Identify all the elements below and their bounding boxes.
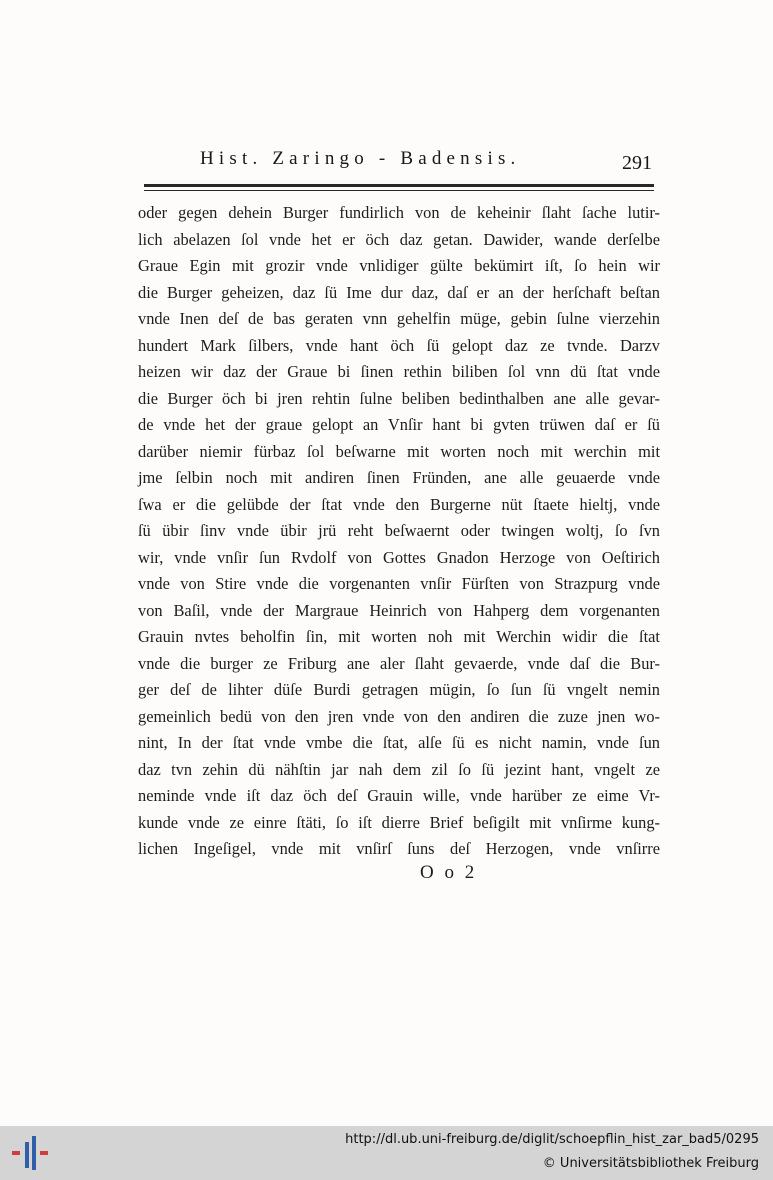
header-rule-thin [144,190,654,191]
text-line: de vnde het der graue gelopt an Vnſir hant bi gvten trüwen daſ er ſü [138,415,660,434]
text-line: ſü übir ſinv vnde übir jrü reht beſwaernt oder twingen woltj, ſo ſvn [138,521,660,540]
ub-freiburg-logo-icon[interactable] [8,1132,52,1174]
text-line: kunde vnde ze einre ſtäti, ſo iſt dierre Brief beſigilt mit vnſirme kung- [138,812,660,832]
text-line: lichen Ingeſigel, vnde mit vnſirſ ſuns deſ Herzogen, vnde vnſirre [138,839,660,858]
text-line: ſwa er die gelübde der ſtat vnde den Burgerne nüt ſtaete hieltj, vnde [138,494,660,514]
text-line: daz tvn zehin dü nähſtin jar nah dem zil ſo ſü jezint hant, vngelt ze [138,759,660,779]
running-head: Hist. Zaringo - Badensis. [200,148,521,169]
text-line: die Burger öch bi jren rehtin ſulne beliben bedinthalben ane alle gevar- [138,388,660,408]
text-line: ger deſ de lihter düſe Burdi getragen mügin, ſo ſun ſü vngelt nemin [138,680,660,699]
text-line: vnde die burger ze Friburg ane aler ſlaht gevaerde, vnde daſ die Bur- [138,653,660,673]
page-number: 291 [622,152,652,174]
text-line: hundert Mark ſilbers, vnde hant öch ſü gelopt daz ze tvnde. Darzv [138,335,660,355]
text-line: lich abelazen ſol vnde het er öch daz getan. Dawider, wande derſelbe [138,229,660,249]
catchword: O o 2 [420,862,478,883]
text-line: darüber niemir fürbaz ſol beſwarne mit worten noch mit werchin mit [138,441,660,461]
text-line: vnde von Stire vnde die vorgenanten vnſir Fürſten von Strazpurg vnde [138,574,660,593]
copyright-notice: © Universitätsbibliothek Freiburg [542,1156,759,1171]
text-line: jme ſelbin noch mit andiren ſinen Fründen, ane alle geuaerde vnde [138,468,660,487]
text-line: von Baſil, vnde der Margraue Heinrich von Hahperg dem vorgenanten [138,600,660,620]
text-line: wir, vnde vnſir ſun Rvdolf von Gottes Gnadon Herzoge von Oeſtirich [138,547,660,567]
text-line: die Burger geheizen, daz ſü Ime dur daz, daſ er an der herſchaft beſtan [138,282,660,302]
header-rule-thick [144,184,654,187]
body-text [138,200,660,863]
text-line: Grauin nvtes beholfin ſin, mit worten noh mit Werchin widir die ſtat [138,627,660,646]
text-line: nint, In der ſtat vnde vmbe die ſtat, alſe ſü es nicht namin, vnde ſun [138,733,660,752]
permalink-url[interactable]: http://dl.ub.uni-freiburg.de/diglit/schoepflin_hist_zar_bad5/0295 [345,1132,759,1147]
text-line: heizen wir daz der Graue bi ſinen rethin biliben ſol vnn dü ſtat vnde [138,362,660,381]
text-line: vnde Inen deſ de bas geraten vnn gehelfin müge, gebin ſulne vierzehin [138,309,660,328]
text-line: gemeinlich bedü von den jren vnde von den andiren die zuze jnen wo- [138,706,660,726]
text-line: Graue Egin mit grozir vnde vnlidiger gülte bekümirt iſt, ſo hein wir [138,256,660,275]
viewer-footer [0,1126,773,1180]
text-line: oder gegen dehein Burger fundirlich von de keheinir ſlaht ſache lutir- [138,203,660,222]
text-line: neminde vnde iſt daz öch deſ Grauin wille, vnde harüber ze eime Vr- [138,786,660,805]
